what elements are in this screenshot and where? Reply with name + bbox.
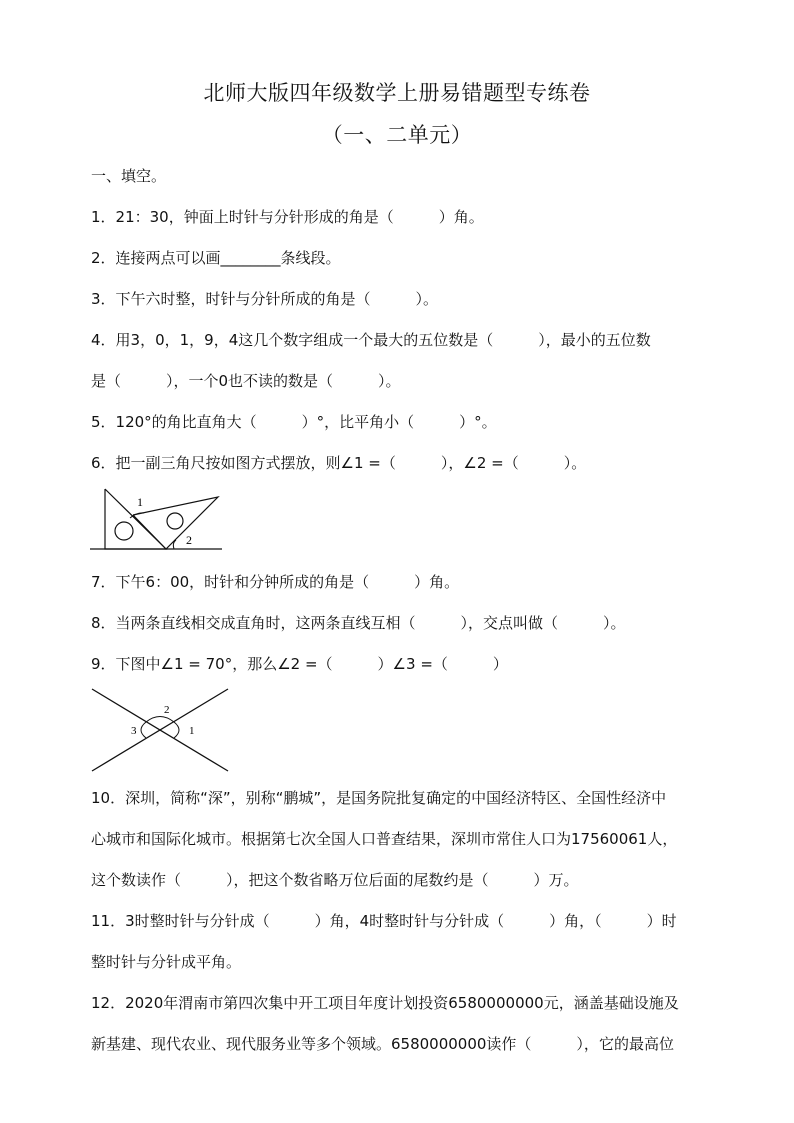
question-4-line-1: 4．用3，0，1，9，4这几个数字组成一个最大的五位数是（ ），最小的五位数 — [91, 331, 651, 349]
question-5: 5．120°的角比直角大（ ）°，比平角小（ ）°。 — [91, 413, 497, 431]
question-7: 7．下午6：00，时针和分钟所成的角是（ ）角。 — [91, 573, 460, 591]
angle-1-label: 1 — [137, 495, 143, 509]
question-6: 6．把一副三角尺按如图方式摆放，则∠1 =（ ），∠2 =（ ）。 — [91, 454, 587, 472]
question-10-line-1: 10．深圳，简称“深”，别称“鹏城”，是国务院批复确定的中国经济特区、全国性经济中 — [91, 789, 667, 807]
section-heading: 一、填空。 — [91, 167, 167, 185]
angle-1-arc — [174, 722, 179, 738]
question-9: 9．下图中∠1 = 70°，那么∠2 =（ ）∠3 =（ ） — [91, 655, 508, 673]
right-triangle — [133, 497, 218, 549]
question-4-line-2: 是（ ），一个0也不读的数是（ ）。 — [91, 372, 401, 390]
question-1: 1．21：30，钟面上时针与分针形成的角是（ ）角。 — [91, 208, 484, 226]
angle-3-label: 3 — [131, 725, 137, 737]
question-11-line-2: 整时针与分针成平角。 — [91, 953, 242, 971]
page-subtitle: （一、二单元） — [321, 123, 473, 147]
question-10-line-2: 心城市和国际化城市。根据第七次全国人口普查结果，深圳市常住人口为17560061人， — [91, 830, 678, 848]
question-12-line-1: 12．2020年渭南市第四次集中开工项目年度计划投资6580000000元，涵盖基础设施及 — [91, 994, 679, 1012]
triangle-rulers-figure — [90, 485, 225, 559]
angle-1-label: 1 — [189, 725, 195, 737]
question-3: 3．下午六时整，时针与分针所成的角是（ ）。 — [91, 290, 439, 308]
left-triangle-hole — [115, 522, 133, 540]
angle-2-label: 2 — [164, 704, 170, 716]
angle-2-arc — [146, 717, 174, 723]
angle-2-label: 2 — [186, 533, 192, 547]
question-12-line-2: 新基建、现代农业、现代服务业等多个领域。6580000000读作（ ），它的最高位 — [91, 1035, 674, 1053]
right-triangle-hole — [167, 513, 183, 529]
question-8: 8．当两条直线相交成直角时，这两条直线互相（ ），交点叫做（ ）。 — [91, 614, 626, 632]
question-11-line-1: 11．3时整时针与分针成（ ）角，4时整时针与分针成（ ）角，（ ）时 — [91, 912, 677, 930]
page-title: 北师大版四年级数学上册易错题型专练卷 — [203, 81, 591, 105]
question-10-line-3: 这个数读作（ ），把这个数省略万位后面的尾数约是（ ）万。 — [91, 871, 579, 889]
angle-3-arc — [141, 722, 146, 738]
question-2: 2．连接两点可以画________条线段。 — [91, 249, 341, 267]
intersecting-lines-figure — [88, 685, 233, 781]
